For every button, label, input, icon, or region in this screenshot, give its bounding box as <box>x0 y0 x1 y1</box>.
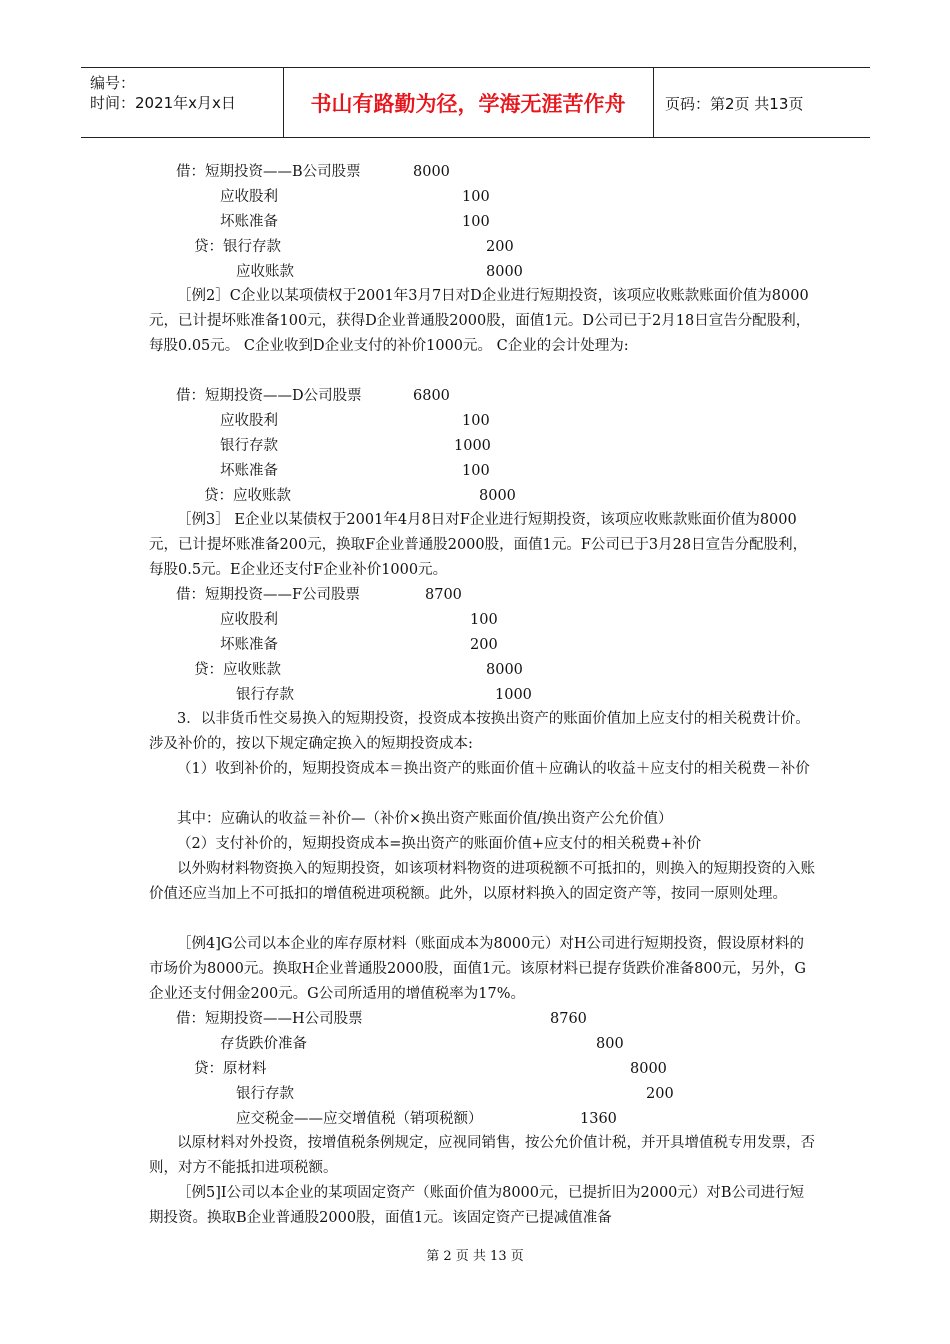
entry1-0-label: 借：短期投资——B公司股票 <box>176 164 361 180</box>
entry2-0-amount: 6800 <box>413 388 450 404</box>
page-footer: 第 2 页 共 13 页 <box>426 1249 524 1264</box>
entry4-2-amount: 8000 <box>630 1061 667 1077</box>
entry3-4-amount: 1000 <box>495 687 532 703</box>
section3-paragraph: 3．以非货币性交易换入的短期投资，投资成本按换出资产的账面价值加上应支付的相关税费计价。涉及补价的，按以下规定确定换入的短期投资成本: <box>149 711 810 752</box>
example5-paragraph: ［例5]I公司以本企业的某项固定资产（账面价值为8000元，已提折旧为2000元）对B公司进行短期投资。换取B企业普通股2000股，面值1元。该固定资产已提减值准备 <box>149 1185 805 1226</box>
entry3-2-amount: 200 <box>470 637 498 653</box>
entry3-3-label: 贷：应收账款 <box>194 662 281 678</box>
example3-paragraph: ［例3］ E企业以某债权于2001年4月8日对F企业进行短期投资，该项应收账款账面价值为8000元，已计提坏账准备200元，换取F企业普通股2000股，面值1元。F公司已于3月28日宣告分配股利，每股0.5元。E企业还支付F企业补价1000元。 <box>149 512 808 578</box>
example2-paragraph: ［例2］C企业以某项债权于2001年3月7日对D企业进行短期投资，该项应收账款账面价值为8000元，已计提坏账准备100元，获得D企业普通股2000股，面值1元。D公司已于2月18日宣告分配股利，每股0.05元。 C企业收到D企业支付的补价1000元。 C企业的会计处理为: <box>149 288 811 354</box>
entry1-1-label: 应收股利 <box>220 189 278 205</box>
entry3-3-amount: 8000 <box>486 662 523 678</box>
entry1-3-amount: 200 <box>486 239 514 255</box>
entry2-1-amount: 100 <box>462 413 490 429</box>
purchase-note-paragraph: 以外购材料物资换入的短期投资，如该项材料物资的进项税额不可抵扣的，则换入的短期投资的入账价值还应当加上不可抵扣的增值税进项税额。此外，以原材料换入的固定资产等，按同一原则处理。 <box>149 861 815 902</box>
entry4-0-label: 借：短期投资——H公司股票 <box>176 1011 363 1027</box>
entry2-1-label: 应收股利 <box>220 413 278 429</box>
entry1-4-amount: 8000 <box>486 264 523 280</box>
header-page-label: 页码：第2页 共13页 <box>665 95 804 113</box>
entry1-3-label: 贷：银行存款 <box>194 239 281 255</box>
entry3-1-amount: 100 <box>470 612 498 628</box>
entry1-2-label: 坏账准备 <box>220 214 278 230</box>
entry4-4-amount: 1360 <box>580 1111 617 1127</box>
entry2-4-amount: 8000 <box>479 488 516 504</box>
entry4-1-label: 存货跌价准备 <box>220 1036 307 1052</box>
vat-note-paragraph: 以原材料对外投资，按增值税条例规定，应视同销售，按公允价值计税，并开具增值税专用发票，否则，对方不能抵扣进项税额。 <box>149 1135 815 1176</box>
entry1-4-label: 应收账款 <box>236 264 294 280</box>
entry2-3-label: 坏账准备 <box>220 463 278 479</box>
rule2-paragraph: （2）支付补价的，短期投资成本=换出资产的账面价值+应支付的相关税费+补价 <box>177 836 702 852</box>
entry4-2-label: 贷：原材料 <box>194 1061 267 1077</box>
entry3-1-label: 应收股利 <box>220 612 278 628</box>
entry3-2-label: 坏账准备 <box>220 637 278 653</box>
entry4-1-amount: 800 <box>596 1036 624 1052</box>
time-label: 时间：2021年x月x日 <box>90 94 236 112</box>
page-header <box>81 67 870 138</box>
entry2-2-amount: 1000 <box>454 438 491 454</box>
header-meta-cell <box>81 68 284 137</box>
entry1-0-amount: 8000 <box>413 164 450 180</box>
entry4-0-amount: 8760 <box>550 1011 587 1027</box>
entry1-2-amount: 100 <box>462 214 490 230</box>
entry3-4-label: 银行存款 <box>236 687 294 703</box>
entry2-4-label: 贷：应收账款 <box>204 488 291 504</box>
entry2-3-amount: 100 <box>462 463 490 479</box>
entry2-0-label: 借：短期投资——D公司股票 <box>176 388 362 404</box>
entry4-3-label: 银行存款 <box>236 1086 294 1102</box>
header-motto: 书山有路勤为径，学海无涯苦作舟 <box>283 68 654 137</box>
entry2-2-label: 银行存款 <box>220 438 278 454</box>
entry1-1-amount: 100 <box>462 189 490 205</box>
entry4-3-amount: 200 <box>646 1086 674 1102</box>
example4-paragraph: ［例4]G公司以本企业的库存原材料（账面成本为8000元）对H公司进行短期投资，假设原材料的市场价为8000元。换取H企业普通股2000股，面值1元。该原材料已提存货跌价准备800元，另外，G企业还支付佣金200元。G公司所适用的增值税率为17%。 <box>149 936 806 1002</box>
rule1-paragraph: （1）收到补价的，短期投资成本＝换出资产的账面价值＋应确认的收益＋应支付的相关税费－补价 <box>177 761 810 777</box>
entry4-4-label: 应交税金——应交增值税（销项税额） <box>236 1111 483 1127</box>
entry3-0-label: 借：短期投资——F公司股票 <box>176 587 361 603</box>
rule1-note: 其中：应确认的收益＝补价—（补价×换出资产账面价值/换出资产公允价值） <box>177 811 673 827</box>
entry3-0-amount: 8700 <box>425 587 462 603</box>
number-label: 编号： <box>90 74 136 92</box>
